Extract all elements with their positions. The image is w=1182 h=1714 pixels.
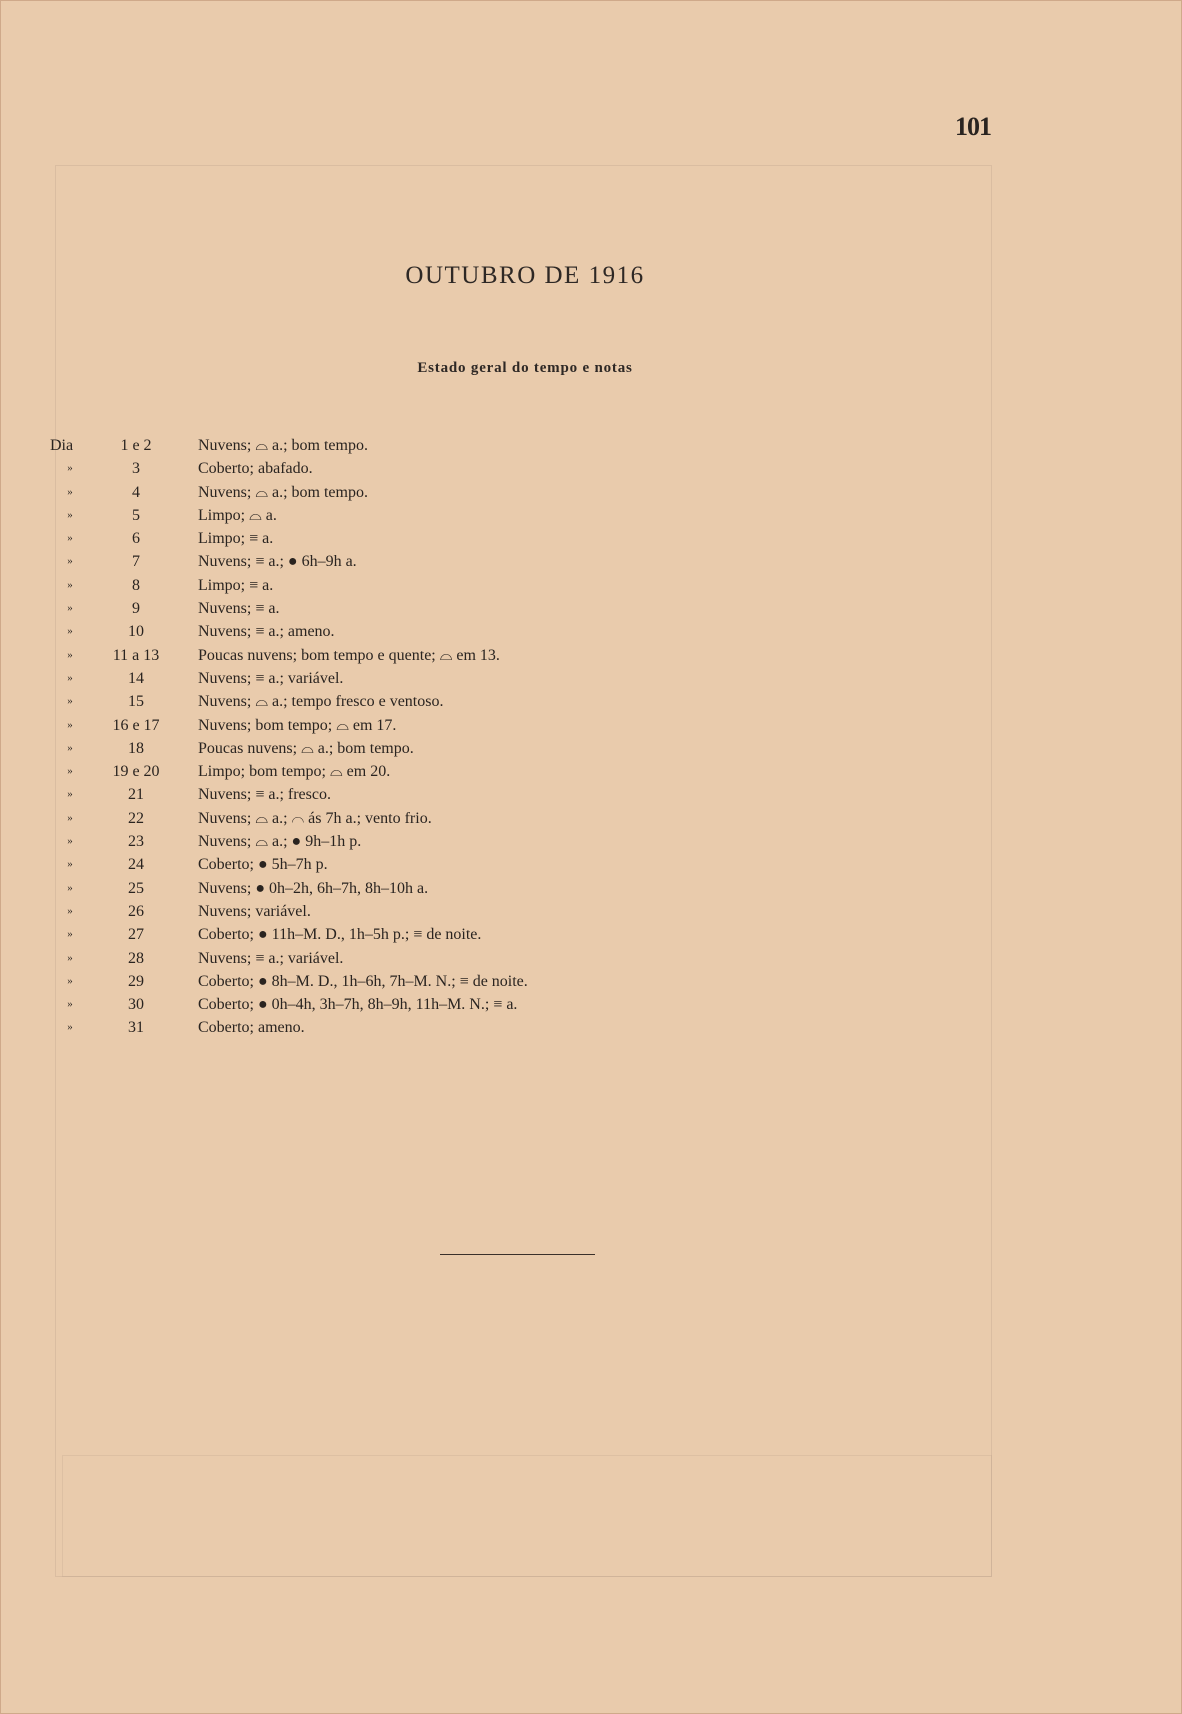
list-item (0, 923, 1182, 946)
day-number: 10 (128, 623, 144, 641)
list-item (0, 504, 1182, 527)
weather-note: Nuvens; ≡ a. (198, 600, 280, 618)
ditto-mark: » (67, 695, 73, 708)
weather-note: Limpo; ≡ a. (198, 530, 274, 548)
weather-note: Coberto; ameno. (198, 1019, 305, 1037)
list-item (0, 807, 1182, 830)
list-item (0, 574, 1182, 597)
weather-note: Nuvens; ≡ a.; ● 6h–9h a. (198, 553, 357, 571)
ditto-mark: » (67, 462, 73, 475)
day-number: 15 (128, 693, 144, 711)
day-number: 24 (128, 856, 144, 874)
list-item (0, 481, 1182, 504)
day-number: 1 e 2 (120, 437, 152, 454)
ditto-mark: » (67, 532, 73, 545)
weather-note: Nuvens; ⌓ a.; tempo fresco e ventoso. (198, 693, 444, 711)
list-item (0, 550, 1182, 573)
list-item (0, 620, 1182, 643)
day-label: Dia (50, 437, 74, 454)
weather-note: Nuvens; ≡ a.; variável. (198, 669, 344, 687)
ditto-mark: » (67, 811, 73, 824)
day-number: 29 (128, 972, 144, 990)
weather-note: Limpo; ⌓ a. (198, 506, 277, 524)
weather-notes-list (0, 434, 1182, 1040)
day-number: 18 (128, 739, 144, 757)
list-item (0, 877, 1182, 900)
day-number: 28 (128, 949, 144, 967)
list-item (0, 690, 1182, 713)
list-item (0, 947, 1182, 970)
weather-note: Nuvens; ≡ a.; fresco. (198, 786, 331, 804)
list-item (0, 1016, 1182, 1039)
ditto-mark: » (67, 974, 73, 987)
ditto-mark: » (67, 625, 73, 638)
day-number: 22 (128, 809, 144, 827)
weather-note: Coberto; ● 11h–M. D., 1h–5h p.; ≡ de noite. (198, 926, 482, 944)
ditto-mark: » (67, 904, 73, 917)
list-item (0, 527, 1182, 550)
day-number: 14 (128, 669, 144, 687)
weather-note: Nuvens; bom tempo; ⌓ em 17. (198, 716, 397, 734)
day-number: 21 (128, 786, 144, 804)
show-through-summary-frame (62, 1455, 992, 1577)
ditto-mark: » (67, 508, 73, 521)
weather-note: Coberto; ● 0h–4h, 3h–7h, 8h–9h, 11h–M. N.; ≡ a. (198, 996, 518, 1014)
weather-note: Coberto; ● 5h–7h p. (198, 856, 328, 874)
list-item (0, 853, 1182, 876)
day-number: 11 a 13 (112, 646, 160, 664)
ditto-mark: » (67, 998, 73, 1011)
list-item (0, 900, 1182, 923)
ditto-mark: » (67, 718, 73, 731)
ditto-mark: » (67, 788, 73, 801)
day-number: 16 e 17 (112, 716, 160, 734)
day-number: 4 (132, 483, 140, 501)
weather-note: Nuvens; ≡ a.; variável. (198, 949, 344, 967)
day-number: 5 (132, 506, 140, 524)
day-number: 8 (132, 576, 140, 594)
closing-rule (440, 1254, 595, 1255)
weather-note: Coberto; abafado. (198, 460, 313, 478)
ditto-mark: » (67, 602, 73, 615)
list-item (0, 597, 1182, 620)
ditto-mark: » (67, 858, 73, 871)
list-item (0, 970, 1182, 993)
ditto-mark: » (67, 835, 73, 848)
day-number: 19 e 20 (112, 763, 160, 781)
weather-note: Nuvens; ⌓ a.; ● 9h–1h p. (198, 833, 362, 851)
weather-note: Coberto; ● 8h–M. D., 1h–6h, 7h–M. N.; ≡ de noite. (198, 972, 528, 990)
day-number: 26 (128, 902, 144, 920)
list-item (0, 667, 1182, 690)
ditto-mark: » (67, 485, 73, 498)
weather-note: Nuvens; ≡ a.; ameno. (198, 623, 335, 641)
ditto-mark: » (67, 765, 73, 778)
weather-note: Limpo; ≡ a. (198, 576, 274, 594)
day-number: 30 (128, 996, 144, 1014)
list-item (0, 783, 1182, 806)
weather-note: Poucas nuvens; ⌓ a.; bom tempo. (198, 739, 414, 757)
weather-note: Nuvens; variável. (198, 902, 311, 920)
list-item (0, 993, 1182, 1016)
ditto-mark: » (67, 741, 73, 754)
list-item (0, 714, 1182, 737)
ditto-mark: » (67, 671, 73, 684)
list-item (0, 644, 1182, 667)
page-title: OUTUBRO DE 1916 (405, 262, 645, 289)
weather-note: Poucas nuvens; bom tempo e quente; ⌓ em 13. (198, 646, 500, 664)
weather-note: Nuvens; ⌓ a.; ⌒ ás 7h a.; vento frio. (198, 809, 432, 827)
list-item (0, 830, 1182, 853)
day-number: 7 (132, 553, 140, 571)
ditto-mark: » (67, 578, 73, 591)
list-item (0, 457, 1182, 480)
day-number: 27 (128, 926, 144, 944)
ditto-mark: » (67, 1021, 73, 1034)
ditto-mark: » (67, 951, 73, 964)
ditto-mark: » (67, 881, 73, 894)
weather-note: Nuvens; ⌓ a.; bom tempo. (198, 437, 368, 454)
ditto-mark: » (67, 555, 73, 568)
day-number: 31 (128, 1019, 144, 1037)
ditto-mark: » (67, 928, 73, 941)
section-subtitle: Estado geral do tempo e notas (417, 360, 633, 376)
weather-note: Limpo; bom tempo; ⌓ em 20. (198, 763, 391, 781)
day-number: 25 (128, 879, 144, 897)
list-item (0, 434, 1182, 457)
day-number: 6 (132, 530, 140, 548)
ditto-mark: » (67, 648, 73, 661)
day-number: 23 (128, 833, 144, 851)
weather-note: Nuvens; ● 0h–2h, 6h–7h, 8h–10h a. (198, 879, 429, 897)
weather-note: Nuvens; ⌓ a.; bom tempo. (198, 483, 368, 501)
day-number: 3 (132, 460, 140, 478)
day-number: 9 (132, 600, 140, 618)
page-number: 101 (955, 112, 991, 141)
list-item (0, 760, 1182, 783)
list-item (0, 737, 1182, 760)
